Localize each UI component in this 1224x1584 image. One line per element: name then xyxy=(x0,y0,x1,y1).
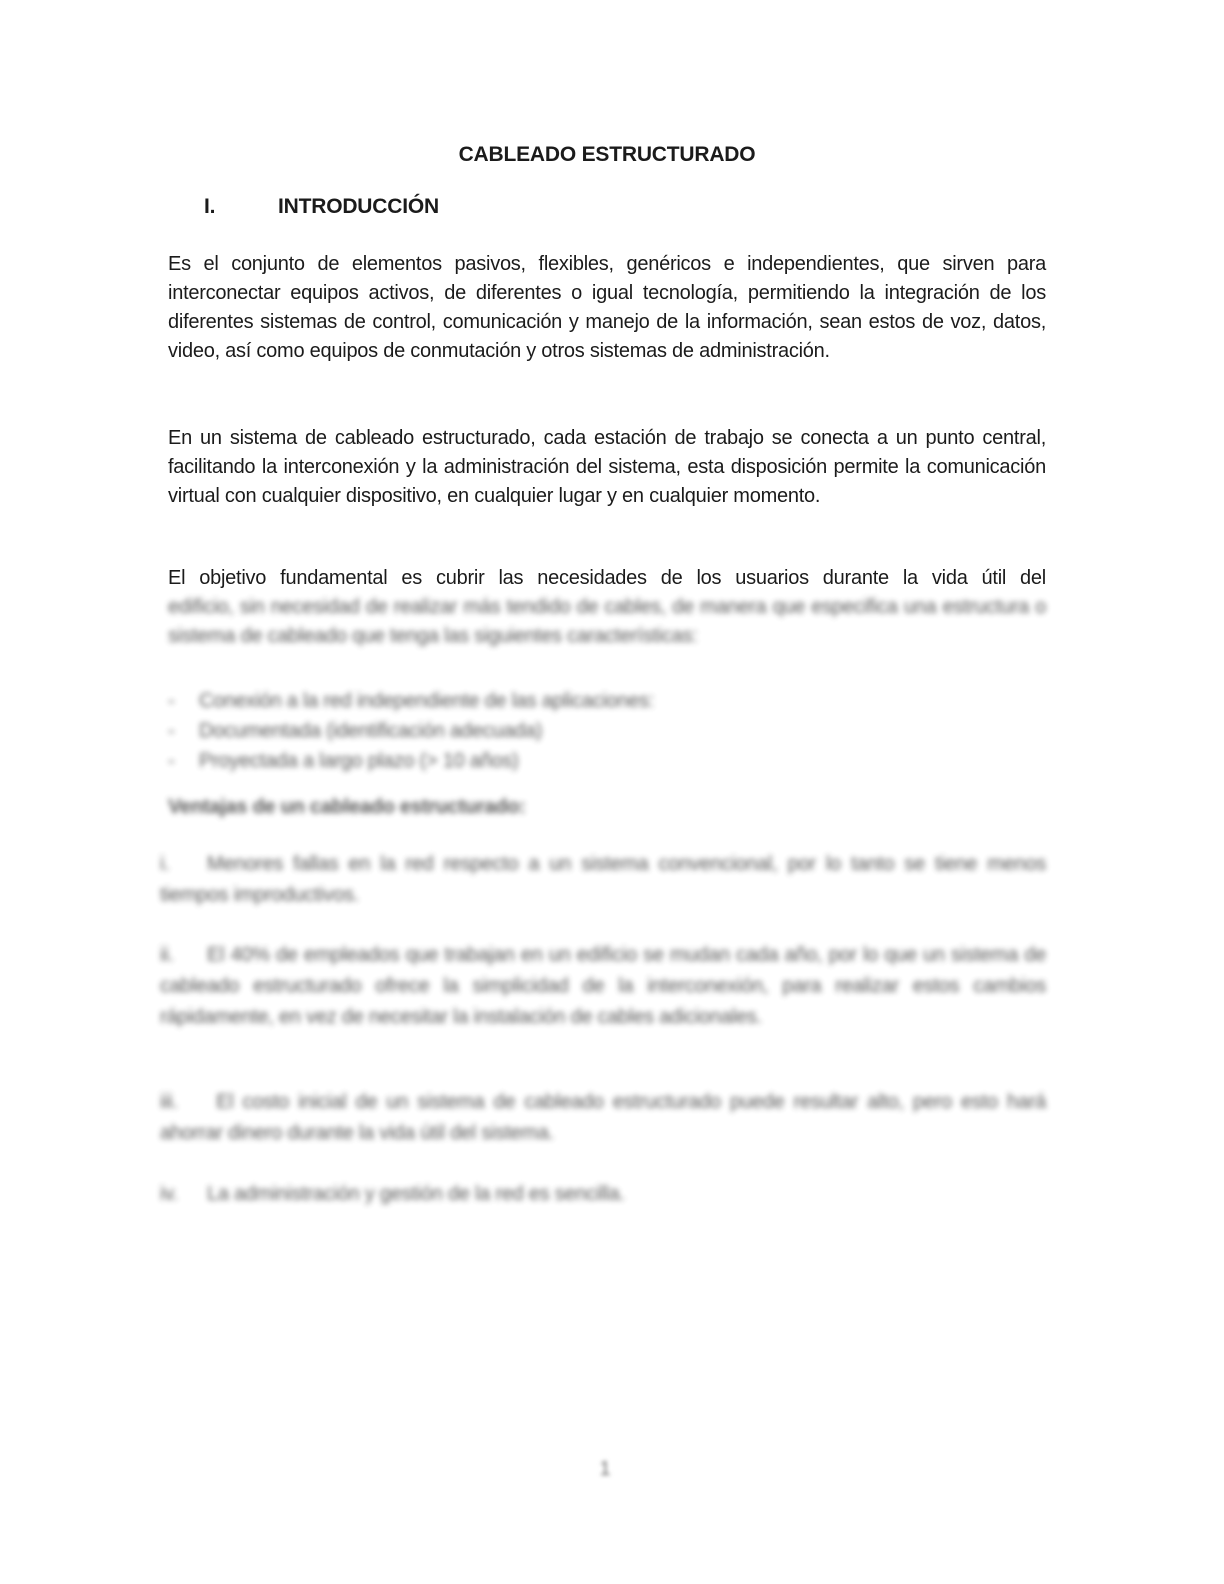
list-numeral: iii. xyxy=(160,1091,178,1113)
advantage-item xyxy=(160,1087,1046,1149)
list-item-text: Conexión a la red independiente de las aplicaciones: xyxy=(199,690,655,712)
bullet-marker: - xyxy=(168,750,175,772)
bullet-marker: - xyxy=(168,720,175,742)
paragraph-objective-clear-line: El objetivo fundamental es cubrir las necesidades de los usuarios durante la vida útil del xyxy=(168,567,1046,589)
advantage-item xyxy=(160,1179,1046,1210)
page-number: 1 xyxy=(599,1458,611,1480)
list-numeral: i. xyxy=(160,853,170,875)
advantages-heading: Ventajas de un cableado estructurado: xyxy=(168,796,526,818)
characteristics-list xyxy=(160,686,1046,776)
paragraph-objective-blurred-text: edificio, sin necesidad de realizar más tendido de cables, de manera que especifica una estructura o sistema de cableado que tenga las siguientes características: xyxy=(168,596,1046,647)
list-numeral: ii. xyxy=(160,944,174,966)
list-item xyxy=(160,716,1046,746)
list-item-text: Proyectada a largo plazo (> 10 años) xyxy=(199,750,519,772)
section-numeral: I. xyxy=(204,195,216,218)
list-numeral: iv. xyxy=(160,1183,178,1205)
doc-title: CABLEADO ESTRUCTURADO xyxy=(458,143,756,166)
section-title: INTRODUCCIÓN xyxy=(278,195,439,218)
bullet-marker: - xyxy=(168,690,175,712)
advantage-text: Menores fallas en la red respecto a un sistema convencional, por lo tanto se tiene menos tiempos improductivos. xyxy=(160,853,1046,906)
list-item xyxy=(160,686,1046,716)
paragraph-system: En un sistema de cableado estructurado, cada estación de trabajo se conecta a un punto central, facilitando la interconexión y la administración del sistema, esta disposición permite la comunicación virtual con cualquier dispositivo, en cualquier lugar y en cualquier momento. xyxy=(168,427,1046,507)
list-item-text: Documentada (identificación adecuada) xyxy=(199,720,543,742)
advantage-text: El costo inicial de un sistema de cableado estructurado puede resultar alto, pero esto hará ahorrar dinero durante la vida útil del sistema. xyxy=(160,1091,1046,1144)
advantage-item xyxy=(160,940,1046,1033)
paragraph-objective xyxy=(168,564,1046,651)
section-heading xyxy=(204,195,439,219)
paragraph-definition: Es el conjunto de elementos pasivos, flexibles, genéricos e independientes, que sirven para interconectar equipos activos, de diferentes o igual tecnología, permitiendo la integración de los diferentes sistemas de control, comunicación y manejo de la información, sean estos de voz, datos, video, así como equipos de conmutación y otros sistemas de administración. xyxy=(168,253,1046,362)
advantage-item xyxy=(160,849,1046,911)
advantage-text: La administración y gestión de la red es sencilla. xyxy=(207,1183,625,1205)
advantage-text: El 40% de empleados que trabajan en un edificio se mudan cada año, por lo que un sistema de cableado estructurado ofrece la simplicidad de la interconexión, para realizar estos cambios rápidamente, en vez de necesitar la instalación de cables adicionales. xyxy=(160,944,1046,1028)
list-item xyxy=(160,746,1046,776)
